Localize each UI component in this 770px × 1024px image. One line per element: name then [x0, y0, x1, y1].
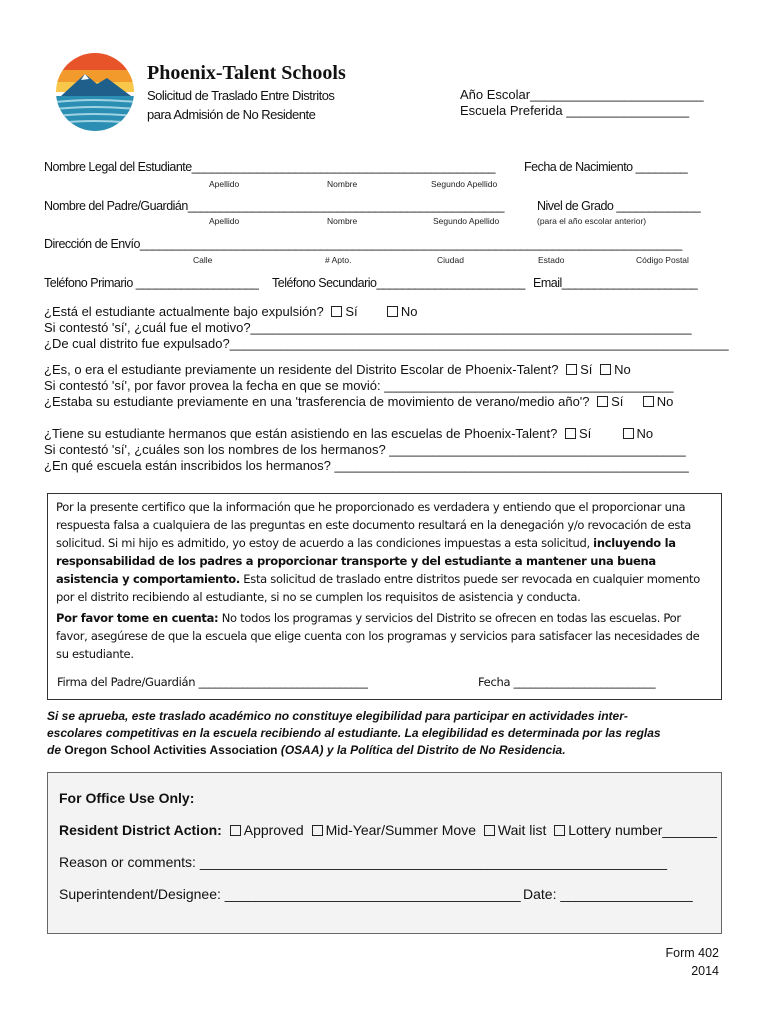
notice-line-2: escolares competitivas en la escuela recibiendo al estudiante. La elegibilidad es determinada por las reglas	[47, 726, 661, 740]
birth-date-field[interactable]: Fecha de Nacimiento ________	[524, 160, 688, 174]
transfer-no-label: No	[656, 394, 674, 409]
superintendent-field[interactable]: Superintendent/Designee: ______________________________________	[59, 886, 521, 902]
resident-si-checkbox[interactable]	[566, 364, 577, 375]
expulsion-si-checkbox[interactable]	[331, 306, 342, 317]
grade-note: (para el año escolar anterior)	[537, 216, 647, 226]
siblings-si-checkbox[interactable]	[565, 428, 576, 439]
certification-text	[56, 498, 711, 666]
reason-field[interactable]: Reason or comments: ____________________________________________________________	[59, 854, 668, 870]
transfer-si-label: Sí	[611, 394, 624, 409]
resident-district-action	[59, 822, 717, 838]
email-field[interactable]: Email_____________________	[533, 276, 698, 290]
office-title: For Office Use Only:	[59, 790, 195, 806]
phoenix-logo	[55, 52, 135, 132]
siblings-school-field[interactable]: ¿En qué escuela están inscribidos los hermanos? _________________________________________________	[44, 458, 689, 473]
osaa-name: Oregon School Activities Association	[64, 743, 278, 757]
sub-estado: Estado	[538, 255, 565, 265]
approved-label: Approved	[243, 822, 304, 838]
expulsion-question-text: ¿Está el estudiante actualmente bajo expulsión?	[44, 304, 324, 319]
siblings-names-field[interactable]: Si contestó 'sí', ¿cuáles son los nombres de los hermanos? _________________________________________	[44, 442, 686, 457]
sub-segundo: Segundo Apellido	[431, 179, 498, 189]
school-name: Phoenix-Talent Schools	[147, 62, 346, 84]
resident-no-label: No	[614, 362, 631, 377]
note-paragraph	[56, 609, 711, 663]
form-number: Form 402	[665, 946, 719, 960]
siblings-no-checkbox[interactable]	[623, 428, 634, 439]
school-year-field[interactable]: Año Escolar________________________	[460, 87, 704, 102]
move-date-field[interactable]: Si contestó 'sí', por favor provea la fecha en que se movió: ________________________________________	[44, 378, 674, 393]
phone-secondary-field[interactable]: Teléfono Secundario_______________________	[272, 276, 525, 290]
action-label: Resident District Action:	[59, 822, 222, 838]
sub-postal: Código Postal	[636, 255, 689, 265]
waitlist-label: Wait list	[497, 822, 547, 838]
signature-field[interactable]: Firma del Padre/Guardián _______________________________	[57, 675, 368, 689]
expulsion-reason-field[interactable]: Si contestó 'sí', ¿cuál fue el motivo?_____________________________________________________________	[44, 320, 692, 335]
cert-text-b: Esta solicitud de traslado entre distritos puede ser revocada en cualquier momento por el distrito recibiendo al estudiante, si no se cumplen los requisitos de asistencia y conducta.	[56, 572, 700, 604]
resident-no-checkbox[interactable]	[600, 364, 611, 375]
sub-apellido-2: Apellido	[209, 216, 240, 226]
address-field[interactable]: Dirección de Envío____________________________________________________________________________________	[44, 237, 682, 251]
cert-text-a: Por la presente certifico que la información que he proporcionado es verdadera y entiendo que el proporcionar una respuesta falsa a cualquiera de las preguntas en este documento resultará en la denegación y/o revocación de esta solicitud. Si mi hijo es admitido, yo estoy de acuerdo a las condiciones impuestas a esta solicitud,	[56, 500, 692, 550]
expulsion-no-checkbox[interactable]	[387, 306, 398, 317]
notice-line-1: Si se aprueba, este traslado académico no constituye elegibilidad para participar en actividades inter-	[47, 709, 628, 723]
sub-segundo-2: Segundo Apellido	[433, 216, 500, 226]
note-bold: Por favor tome en cuenta:	[56, 611, 219, 625]
note-text: No todos los programas y servicios del Distrito se ofrecen en todas las escuelas. Por favor, asegúrese de que la escuela que elige cuenta con los programas y servicios para satisfacer las necesidades de su estudiante.	[56, 611, 700, 661]
transfer-question-text: ¿Estaba su estudiante previamente en una 'trasferencia de movimiento de verano/medio año'?	[44, 394, 590, 409]
transfer-no-checkbox[interactable]	[643, 396, 654, 407]
notice-post: (OSAA) y la Política del Distrito de No Residencia.	[277, 743, 566, 757]
siblings-question	[44, 426, 653, 441]
office-use-box	[47, 772, 722, 934]
midyear-checkbox[interactable]	[312, 825, 323, 836]
midyear-label: Mid-Year/Summer Move	[325, 822, 476, 838]
siblings-question-text: ¿Tiene su estudiante hermanos que están asistiendo en las escuelas de Phoenix-Talent?	[44, 426, 558, 441]
resident-question	[44, 362, 631, 377]
expulsion-district-field[interactable]: ¿De cual distrito fue expulsado?_____________________________________________________________________	[44, 336, 729, 351]
expulsion-si-label: Sí	[345, 304, 358, 319]
transfer-question	[44, 394, 673, 409]
siblings-si-label: Sí	[578, 426, 592, 441]
sub-apto: # Apto.	[325, 255, 352, 265]
waitlist-checkbox[interactable]	[484, 825, 495, 836]
notice-line-3	[47, 743, 566, 757]
grade-field[interactable]: Nivel de Grado _____________	[537, 199, 701, 213]
expulsion-no-label: No	[400, 304, 418, 319]
form-subtitle-2: para Admisión de No Residente	[147, 107, 316, 122]
phone-primary-field[interactable]: Teléfono Primario ___________________	[44, 276, 259, 290]
lottery-label: Lottery number_______	[568, 822, 717, 838]
lottery-checkbox[interactable]	[554, 825, 565, 836]
preferred-school-field[interactable]: Escuela Preferida _________________	[460, 103, 690, 118]
parent-name-field[interactable]: Nombre del Padre/Guardián_________________________________________________	[44, 199, 504, 213]
sub-ciudad: Ciudad	[437, 255, 464, 265]
sub-calle: Calle	[193, 255, 213, 265]
form-year: 2014	[691, 964, 719, 978]
resident-si-label: Sí	[580, 362, 593, 377]
notice-pre: de	[47, 743, 65, 757]
expulsion-question	[44, 304, 417, 319]
certification-box	[47, 493, 722, 700]
approved-checkbox[interactable]	[230, 825, 241, 836]
resident-question-text: ¿Es, o era el estudiante previamente un residente del Distrito Escolar de Phoenix-Talent?	[44, 362, 559, 377]
certification-paragraph	[56, 498, 711, 606]
signature-date-field[interactable]: Fecha __________________________	[478, 675, 656, 689]
sub-nombre: Nombre	[327, 179, 358, 189]
siblings-no-label: No	[636, 426, 654, 441]
sub-nombre-2: Nombre	[327, 216, 358, 226]
transfer-si-checkbox[interactable]	[597, 396, 608, 407]
cert-bold: incluyendo la responsabilidad de los padres a proporcionar transporte y del estudiante a mantener una buena asistencia y comportamiento.	[56, 536, 676, 586]
student-name-field[interactable]: Nombre Legal del Estudiante_______________________________________________	[44, 160, 495, 174]
sub-apellido: Apellido	[209, 179, 240, 189]
form-subtitle-1: Solicitud de Traslado Entre Distritos	[147, 88, 335, 103]
superintendent-date-field[interactable]: Date: _________________	[523, 886, 693, 902]
